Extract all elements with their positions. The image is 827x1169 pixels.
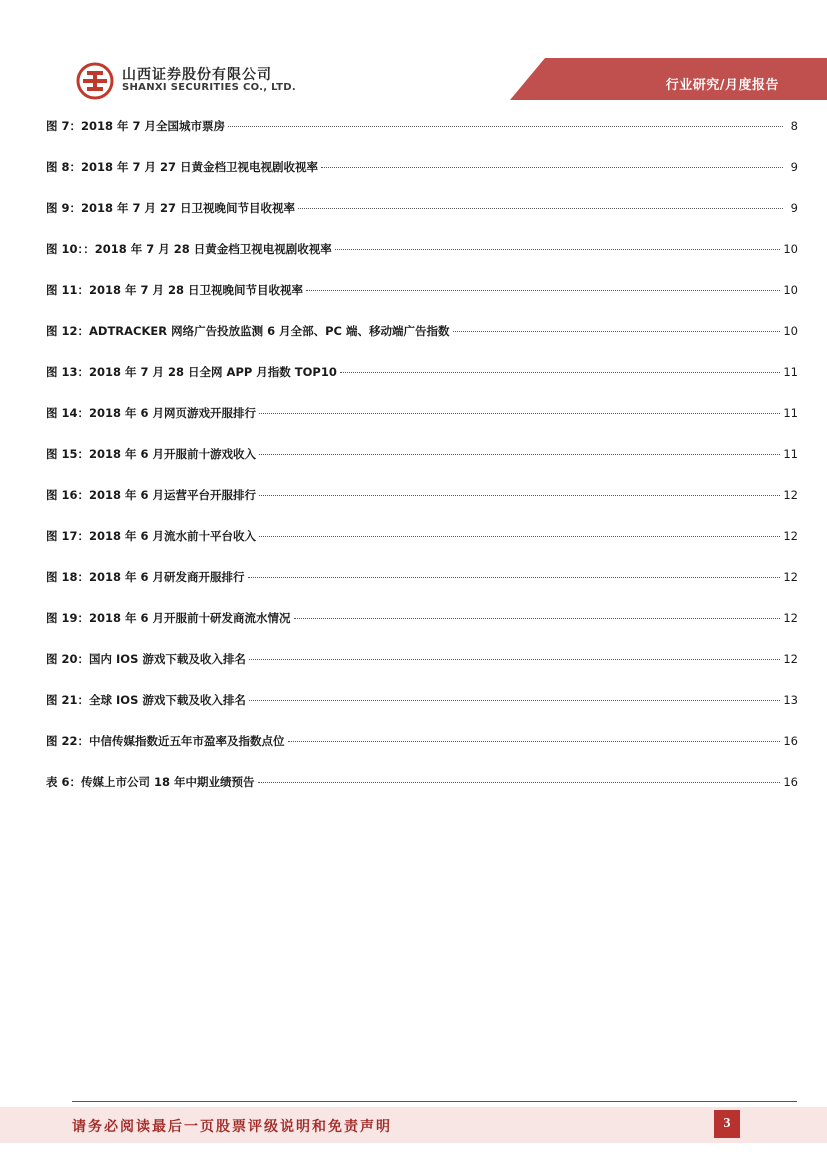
toc-entry-page: 10 bbox=[783, 242, 798, 256]
toc-entry-title: 图 13：2018 年 7 月 28 日全网 APP 月指数 TOP10 bbox=[46, 365, 337, 379]
toc-entry-title: 图 15：2018 年 6 月开服前十游戏收入 bbox=[46, 447, 257, 461]
toc-leader-dots bbox=[294, 618, 781, 619]
page-header bbox=[0, 0, 827, 110]
toc-entry-page: 12 bbox=[783, 570, 798, 584]
company-name-cn: 山西证券股份有限公司 bbox=[122, 67, 272, 83]
table-of-figures bbox=[46, 118, 798, 815]
toc-entry-title: 图 9：2018 年 7 月 27 日卫视晚间节目收视率 bbox=[46, 201, 296, 215]
toc-entry-page: 12 bbox=[783, 652, 798, 666]
toc-entry[interactable] bbox=[46, 569, 798, 610]
toc-leader-dots bbox=[321, 167, 783, 168]
toc-entry-title: 图 22：中信传媒指数近五年市盈率及指数点位 bbox=[46, 734, 285, 748]
toc-entry-page: 10 bbox=[783, 324, 798, 338]
toc-leader-dots bbox=[335, 249, 781, 250]
toc-entry[interactable] bbox=[46, 200, 798, 241]
toc-leader-dots bbox=[259, 413, 780, 414]
footer-divider bbox=[72, 1101, 797, 1102]
toc-leader-dots bbox=[453, 331, 781, 332]
toc-entry-title: 图 12：ADTRACKER 网络广告投放监测 6 月全部、PC 端、移动端广告指数 bbox=[46, 324, 450, 338]
toc-entry[interactable] bbox=[46, 487, 798, 528]
header-red-band bbox=[0, 0, 827, 110]
toc-leader-dots bbox=[248, 577, 781, 578]
toc-leader-dots bbox=[306, 290, 780, 291]
toc-entry-page: 16 bbox=[783, 734, 798, 748]
toc-entry-page: 8 bbox=[790, 119, 798, 133]
toc-entry-title: 图 20：国内 IOS 游戏下载及收入排名 bbox=[46, 652, 246, 666]
toc-entry[interactable] bbox=[46, 692, 798, 733]
toc-entry[interactable] bbox=[46, 733, 798, 774]
report-type-label: 行业研究/月度报告 bbox=[665, 78, 779, 93]
toc-entry-page: 10 bbox=[783, 283, 798, 297]
toc-entry[interactable] bbox=[46, 364, 798, 405]
toc-entry-page: 11 bbox=[783, 406, 798, 420]
toc-entry-page: 12 bbox=[783, 488, 798, 502]
toc-entry[interactable] bbox=[46, 118, 798, 159]
toc-leader-dots bbox=[340, 372, 781, 373]
page-number: 3 bbox=[714, 1110, 740, 1138]
toc-entry-title: 图 7：2018 年 7 月全国城市票房 bbox=[46, 119, 226, 133]
toc-entry-page: 12 bbox=[783, 529, 798, 543]
toc-entry-title: 图 19：2018 年 6 月开服前十研发商流水情况 bbox=[46, 611, 291, 625]
toc-entry[interactable] bbox=[46, 241, 798, 282]
toc-entry-title: 图 8：2018 年 7 月 27 日黄金档卫视电视剧收视率 bbox=[46, 160, 319, 174]
toc-entry-title: 图 14：2018 年 6 月网页游戏开服排行 bbox=[46, 406, 257, 420]
toc-leader-dots bbox=[298, 208, 783, 209]
toc-entry-page: 11 bbox=[783, 365, 798, 379]
toc-leader-dots bbox=[228, 126, 783, 127]
toc-leader-dots bbox=[249, 700, 781, 701]
toc-entry-title: 图 10：：2018 年 7 月 28 日黄金档卫视电视剧收视率 bbox=[46, 242, 332, 256]
toc-leader-dots bbox=[259, 495, 780, 496]
footer-disclaimer: 请务必阅读最后一页股票评级说明和免责声明 bbox=[72, 1119, 392, 1135]
toc-entry[interactable] bbox=[46, 323, 798, 364]
toc-leader-dots bbox=[249, 659, 781, 660]
toc-entry[interactable] bbox=[46, 405, 798, 446]
toc-entry-title: 表 6：传媒上市公司 18 年中期业绩预告 bbox=[46, 775, 255, 789]
toc-entry[interactable] bbox=[46, 159, 798, 200]
toc-leader-dots bbox=[288, 741, 781, 742]
toc-leader-dots bbox=[258, 782, 781, 783]
toc-entry-title: 图 16：2018 年 6 月运营平台开服排行 bbox=[46, 488, 257, 502]
toc-entry[interactable] bbox=[46, 528, 798, 569]
toc-entry[interactable] bbox=[46, 446, 798, 487]
toc-entry[interactable] bbox=[46, 610, 798, 651]
toc-entry-title: 图 18：2018 年 6 月研发商开服排行 bbox=[46, 570, 245, 584]
toc-entry-title: 图 21：全球 IOS 游戏下载及收入排名 bbox=[46, 693, 246, 707]
toc-entry[interactable] bbox=[46, 774, 798, 815]
company-name-en: SHANXI SECURITIES CO., LTD. bbox=[122, 82, 296, 93]
toc-entry-page: 11 bbox=[783, 447, 798, 461]
toc-entry-page: 9 bbox=[790, 201, 798, 215]
toc-leader-dots bbox=[259, 454, 780, 455]
toc-entry-title: 图 11：2018 年 7 月 28 日卫视晚间节目收视率 bbox=[46, 283, 304, 297]
toc-entry-page: 16 bbox=[783, 775, 798, 789]
company-logo-icon bbox=[76, 62, 114, 100]
toc-entry[interactable] bbox=[46, 282, 798, 323]
toc-entry-page: 12 bbox=[783, 611, 798, 625]
toc-entry[interactable] bbox=[46, 651, 798, 692]
toc-entry-page: 13 bbox=[783, 693, 798, 707]
toc-leader-dots bbox=[259, 536, 780, 537]
toc-entry-page: 9 bbox=[790, 160, 798, 174]
toc-entry-title: 图 17：2018 年 6 月流水前十平台收入 bbox=[46, 529, 257, 543]
